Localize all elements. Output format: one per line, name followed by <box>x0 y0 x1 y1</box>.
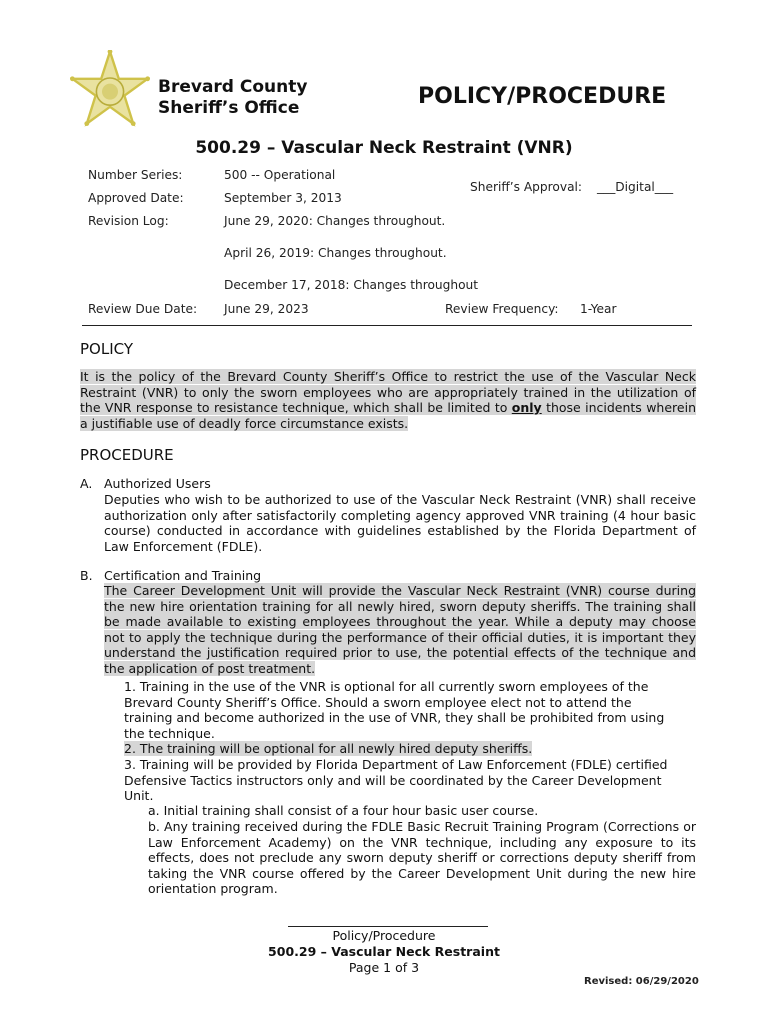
training-item-3a: a. Initial training shall consist of a four hour basic user course. <box>148 803 539 818</box>
revised-date: Revised: 06/29/2020 <box>584 976 699 987</box>
sheriff-star-logo <box>70 50 150 130</box>
section-b-marker: B. <box>80 568 93 583</box>
policy-text-start: It is the policy of the Brevard County Sheriff’s Office to restrict the use of the Vascular Neck Restraint (VNR) to only the sworn employees who are appropriately trained in the utilization of the VNR response to resistance technique, which shall be limited to <box>80 369 696 415</box>
training-item-3: 3. Training will be provided by Florida Department of Law Enforcement (FDLE) certified Defensive Tactics instructors only and will be coordinated by the Career Development Unit. <box>124 757 668 803</box>
document-title: 500.29 – Vascular Neck Restraint (VNR) <box>195 138 573 158</box>
policy-heading: POLICY <box>80 340 134 358</box>
section-a-title: Authorized Users <box>104 476 211 491</box>
policy-text-end: those incidents wherein a justifiable use of deadly force circumstance exists. <box>80 400 696 431</box>
review-frequency-value: 1-Year <box>580 302 617 316</box>
revision-entry: December 17, 2018: Changes throughout <box>224 278 479 292</box>
procedure-heading: PROCEDURE <box>80 446 174 464</box>
review-due-value: June 29, 2023 <box>224 302 309 316</box>
revision-log-label: Revision Log: <box>88 214 169 228</box>
training-item-3b: b. Any training received during the FDLE Basic Recruit Training Program (Corrections or Law Enforcement Academy) on the VNR technique, including any exposure to its effects, does not preclude any sworn deputy sheriff or corrections deputy sheriff from taking the VNR course offered by the Career Development Unit during the new hire orientation program. <box>148 819 696 896</box>
footer-doc-title: 500.29 – Vascular Neck Restraint <box>268 944 500 959</box>
sheriff-approval-label: Sheriff’s Approval: <box>470 180 583 194</box>
training-item-2 <box>124 741 684 757</box>
sheriff-approval-value: ___Digital___ <box>597 180 674 194</box>
section-b-title: Certification and Training <box>104 568 262 583</box>
footer-divider <box>288 926 488 927</box>
document-type: POLICY/PROCEDURE <box>418 84 667 109</box>
section-a-marker: A. <box>80 476 93 491</box>
section-a-text: Deputies who wish to be authorized to use of the Vascular Neck Restraint (VNR) shall receive authorization only after satisfactorily completing agency approved VNR training (4 hour basic course) conducted in accordance with guidelines established by the Florida Department of Law Enforcement (FDLE). <box>104 492 696 554</box>
policy-emphasis: only <box>511 400 542 415</box>
agency-name-line1: Brevard County <box>158 77 308 97</box>
header-divider <box>82 325 692 326</box>
approved-date-value: September 3, 2013 <box>224 191 342 205</box>
training-item-2-highlight: 2. The training will be optional for all newly hired deputy sheriffs. <box>124 741 533 756</box>
agency-name-line2: Sheriff’s Office <box>158 98 300 118</box>
section-b-text-highlight: The Career Development Unit will provide the Vascular Neck Restraint (VNR) course during the new hire orientation training for all newly hired, sworn deputy sheriffs. The training shall be made available to existing employees throughout the year. While a deputy may choose not to apply the technique during the performance of their official duties, it is important they understand the justification required prior to use, the potential effects of the technique and the application of post treatment. <box>104 583 696 676</box>
revision-entry: June 29, 2020: Changes throughout. <box>224 214 446 228</box>
approved-date-label: Approved Date: <box>88 191 184 205</box>
review-frequency-label: Review Frequency: <box>445 302 559 316</box>
footer-doc-type: Policy/Procedure <box>332 928 436 943</box>
number-series-label: Number Series: <box>88 168 183 182</box>
section-b-text <box>104 583 696 676</box>
footer-page-number: Page 1 of 3 <box>348 960 420 975</box>
policy-text <box>80 369 696 431</box>
revision-entry: April 26, 2019: Changes throughout. <box>224 246 447 260</box>
number-series-value: 500 -- Operational <box>224 168 336 182</box>
review-due-label: Review Due Date: <box>88 302 198 316</box>
training-item-1: 1. Training in the use of the VNR is optional for all currently sworn employees of the Brevard County Sheriff’s Office. Should a sworn employee elect not to attend the training and become authorized in the use of VNR, they shall be prohibited from using the technique. <box>124 679 665 741</box>
